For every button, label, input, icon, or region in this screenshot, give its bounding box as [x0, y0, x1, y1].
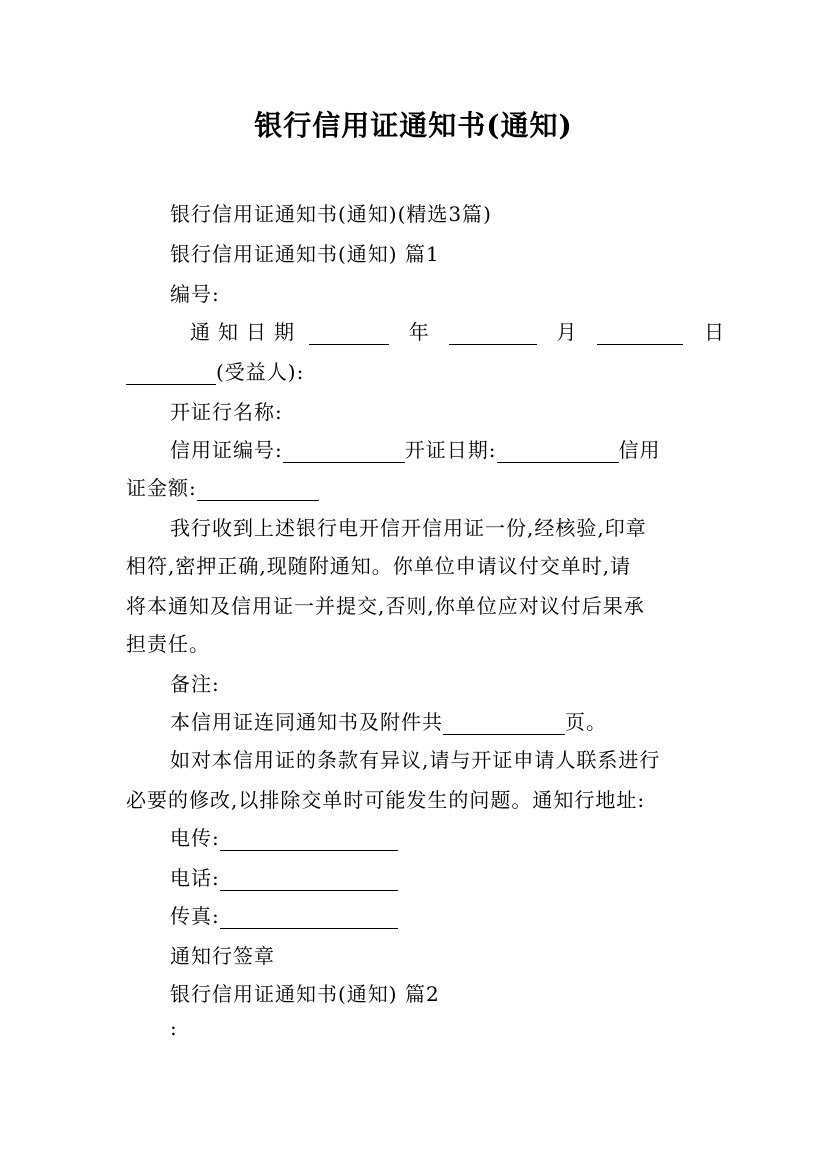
lc-amount-label-end: 证金额:	[126, 476, 197, 500]
pages-blank	[443, 712, 565, 735]
document-title: 银行信用证通知书(通知)	[254, 109, 573, 142]
lc-amount-blank	[197, 478, 319, 501]
paragraph-1-line-2: 相符,密押正确,现随附通知。你单位申请议付交单时,请	[126, 554, 632, 578]
beneficiary-label: (受益人):	[216, 360, 305, 384]
paragraph-1-line-3: 将本通知及信用证一并提交,否则,你单位应对议付后果承	[126, 594, 645, 618]
month-label: 月	[556, 320, 578, 344]
phone-line	[170, 862, 707, 891]
year-label: 年	[408, 320, 430, 344]
pages-suffix: 页。	[565, 710, 607, 734]
lc-amount-label-start: 信用	[618, 438, 661, 462]
day-label: 日	[704, 320, 726, 344]
notice-date-line	[190, 316, 726, 345]
pages-label: 本信用证连同通知书及附件共	[170, 710, 443, 734]
issue-date-blank	[497, 440, 619, 463]
lc-amount-line	[126, 472, 707, 501]
signature-label: 通知行签章	[170, 944, 275, 968]
pages-line	[170, 706, 707, 735]
date-blank	[309, 322, 389, 345]
paragraph-2-line-2: 必要的修改,以排除交单时可能发生的问题。通知行地址:	[126, 788, 646, 812]
paragraph-1-line-1: 我行收到上述银行电开信开信用证一份,经核验,印章	[170, 516, 647, 540]
fax-label: 传真:	[170, 904, 220, 928]
telex-label: 电传:	[170, 826, 220, 850]
note-label: 备注:	[170, 672, 220, 696]
notice-date-label: 通知日期	[190, 320, 302, 344]
telex-blank	[220, 828, 398, 851]
phone-label: 电话:	[170, 866, 220, 890]
issue-date-label: 开证日期:	[404, 438, 497, 462]
telex-line	[170, 822, 707, 851]
phone-blank	[220, 868, 398, 891]
fax-line	[170, 900, 707, 929]
lc-number-line	[170, 434, 707, 463]
subtitle-line: 银行信用证通知书(通知)(精选3篇)	[170, 202, 492, 226]
month-blank	[597, 322, 683, 345]
beneficiary-line	[126, 356, 707, 385]
paragraph-1-line-4: 担责任。	[126, 632, 210, 656]
issuing-bank-label: 开证行名称:	[170, 400, 283, 424]
fax-blank	[220, 906, 398, 929]
section-heading-2: 银行信用证通知书(通知) 篇2	[170, 982, 440, 1006]
year-blank	[449, 322, 537, 345]
lc-number-label: 信用证编号:	[170, 438, 283, 462]
number-label: 编号:	[170, 282, 220, 306]
section-heading-1: 银行信用证通知书(通知) 篇1	[170, 242, 440, 266]
beneficiary-blank	[126, 362, 216, 385]
paragraph-2-line-1: 如对本信用证的条款有异议,请与开证申请人联系进行	[170, 748, 661, 772]
lc-number-blank	[283, 440, 405, 463]
trailing-colon: :	[170, 1016, 178, 1040]
